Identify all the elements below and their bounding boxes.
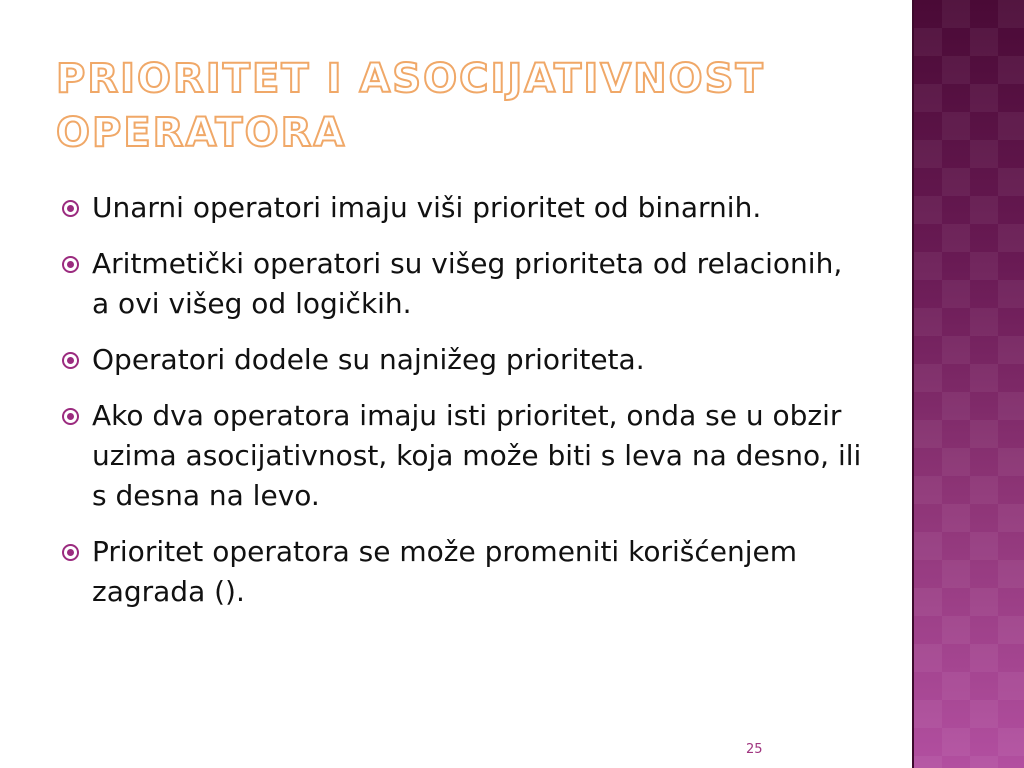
panel-pattern <box>914 0 1024 768</box>
bullet-icon <box>62 408 79 425</box>
bullet-text: Prioritet operatora se može promeniti korišćenjem zagrada (). <box>92 535 797 608</box>
bullet-item <box>62 396 862 516</box>
page-number: 25 <box>746 742 763 757</box>
bullet-icon <box>62 256 79 273</box>
bullet-item <box>62 244 862 324</box>
bullet-icon <box>62 200 79 217</box>
bullet-item <box>62 340 862 380</box>
bullet-text: Aritmetički operatori su višeg prioriteta od relacionih, a ovi višeg od logičkih. <box>92 247 843 320</box>
bullet-item <box>62 188 862 228</box>
bullet-icon <box>62 544 79 561</box>
bullet-text: Ako dva operatora imaju isti prioritet, onda se u obzir uzima asocijativnost, koja može biti s leva na desno, ili s desna na levo. <box>92 399 862 512</box>
bullet-text: Unarni operatori imaju viši prioritet od binarnih. <box>92 191 762 224</box>
bullet-list <box>62 188 862 628</box>
bullet-text: Operatori dodele su najnižeg prioriteta. <box>92 343 645 376</box>
bullet-icon <box>62 352 79 369</box>
slide-title: PRIORITET I ASOCIJATIVNOST OPERATORA <box>56 56 765 156</box>
decorative-side-panel <box>912 0 1024 768</box>
bullet-item <box>62 532 862 612</box>
